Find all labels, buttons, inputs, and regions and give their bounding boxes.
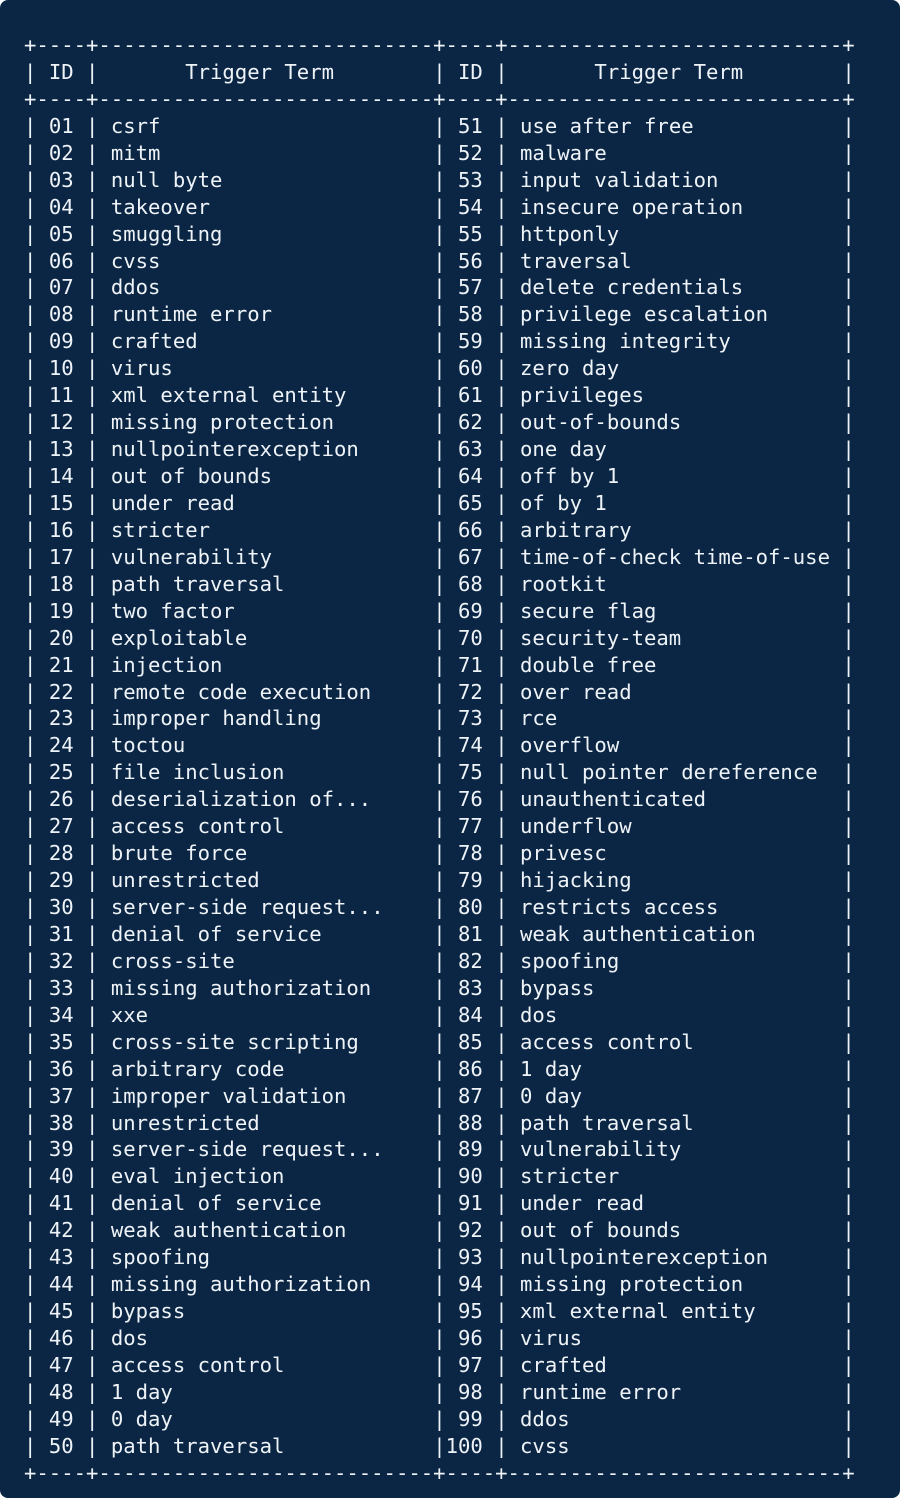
trigger-term: vulnerability <box>110 544 273 569</box>
trigger-term: ddos <box>110 275 161 300</box>
row-id: 31 <box>48 921 74 946</box>
table-row: | 13 | nullpointerexception | 63 | one day | <box>24 437 855 462</box>
table-row: | 17 | vulnerability | 67 | time-of-check time-of-use | <box>24 544 855 569</box>
row-id: 71 <box>458 652 483 677</box>
row-id: 05 <box>48 221 74 246</box>
table-row: | 44 | missing authorization | 94 | missing protection | <box>24 1272 855 1297</box>
row-id: 97 <box>458 1352 483 1377</box>
trigger-term-table <box>24 32 855 1487</box>
row-id: 15 <box>48 490 74 515</box>
trigger-term: insecure operation <box>520 194 744 219</box>
row-id: 88 <box>458 1110 483 1135</box>
table-row: | 05 | smuggling | 55 | httponly | <box>24 221 855 246</box>
trigger-term: denial of service <box>110 1191 322 1216</box>
trigger-term: missing protection <box>520 1272 744 1297</box>
trigger-term: file inclusion <box>110 760 285 785</box>
trigger-term: off by 1 <box>520 464 620 488</box>
column-header-term-2: Trigger Term <box>594 59 744 84</box>
table-row: | 08 | runtime error | 58 | privilege escalation | <box>24 302 855 327</box>
trigger-term: rce <box>520 706 558 731</box>
row-id: 35 <box>48 1029 74 1054</box>
row-id: 93 <box>458 1245 483 1270</box>
row-id: 30 <box>48 895 74 919</box>
trigger-term: restricts access <box>520 895 719 919</box>
trigger-term: xml external entity <box>110 383 347 408</box>
row-id: 39 <box>48 1137 74 1162</box>
trigger-term: httponly <box>520 221 620 246</box>
trigger-term: access control <box>110 814 285 839</box>
row-id: 48 <box>48 1379 74 1404</box>
row-id: 82 <box>458 948 483 973</box>
table-row: | 37 | improper validation | 87 | 0 day | <box>24 1083 855 1108</box>
row-id: 54 <box>458 194 483 219</box>
trigger-term: arbitrary <box>520 517 632 542</box>
row-id: 44 <box>48 1272 74 1297</box>
trigger-term: rootkit <box>520 571 607 596</box>
row-id: 43 <box>48 1245 74 1270</box>
row-id: 06 <box>48 248 74 273</box>
trigger-term: zero day <box>520 356 620 381</box>
row-id: 02 <box>48 140 74 165</box>
row-id: 89 <box>458 1137 483 1162</box>
trigger-term: injection <box>110 652 223 677</box>
row-id: 94 <box>458 1272 483 1297</box>
table-row: | 27 | access control | 77 | underflow | <box>24 814 855 839</box>
row-id: 41 <box>48 1191 74 1216</box>
table-row: | 32 | cross-site | 82 | spoofing | <box>24 948 855 973</box>
row-id: 57 <box>458 275 483 300</box>
row-id: 47 <box>48 1352 74 1377</box>
row-id: 18 <box>48 571 74 596</box>
trigger-term: nullpointerexception <box>520 1245 769 1270</box>
row-id: 98 <box>458 1379 483 1404</box>
row-id: 59 <box>458 329 483 354</box>
trigger-term: 1 day <box>520 1056 583 1081</box>
trigger-term: vulnerability <box>520 1137 682 1162</box>
row-id: 72 <box>458 679 483 704</box>
row-id: 46 <box>48 1326 74 1350</box>
table-row: | 31 | denial of service | 81 | weak authentication | <box>24 921 855 946</box>
trigger-term: server-side request... <box>110 895 384 919</box>
trigger-term: unrestricted <box>110 1110 260 1135</box>
table-row: | 48 | 1 day | 98 | runtime error | <box>24 1379 855 1404</box>
row-id: 36 <box>48 1056 74 1081</box>
row-id: 66 <box>458 517 483 542</box>
row-id: 78 <box>458 841 483 866</box>
row-id: 08 <box>48 302 74 327</box>
row-id: 84 <box>458 1002 483 1027</box>
row-id: 12 <box>48 410 74 435</box>
row-id: 29 <box>48 868 74 893</box>
row-id: 32 <box>48 948 74 973</box>
row-id: 17 <box>48 544 74 569</box>
row-id: 76 <box>458 787 483 812</box>
row-id: 13 <box>48 437 74 462</box>
trigger-term: path traversal <box>110 1433 285 1458</box>
row-id: 51 <box>458 113 483 138</box>
trigger-term: brute force <box>110 841 248 866</box>
trigger-term: bypass <box>520 975 595 1000</box>
trigger-term: virus <box>110 356 173 381</box>
row-id: 67 <box>458 544 483 569</box>
row-id: 37 <box>48 1083 74 1108</box>
trigger-term: of by 1 <box>520 490 607 515</box>
row-id: 53 <box>458 167 483 192</box>
table-row: | 18 | path traversal | 68 | rootkit | <box>24 571 855 596</box>
table-row: | 11 | xml external entity | 61 | privileges | <box>24 383 855 408</box>
row-id: 87 <box>458 1083 483 1108</box>
row-id: 16 <box>48 517 74 542</box>
row-id: 01 <box>48 113 74 138</box>
row-id: 77 <box>458 814 483 839</box>
trigger-term: secure flag <box>520 598 657 623</box>
row-id: 09 <box>48 329 74 354</box>
row-id: 25 <box>48 760 74 785</box>
table-row: | 15 | under read | 65 | of by 1 | <box>24 490 855 515</box>
row-id: 85 <box>458 1029 483 1054</box>
trigger-term: null pointer dereference <box>520 760 818 785</box>
table-row: | 26 | deserialization of... | 76 | unauthenticated | <box>24 787 855 812</box>
trigger-term: improper handling <box>110 706 322 731</box>
row-id: 21 <box>48 652 74 677</box>
table-row: | 42 | weak authentication | 92 | out of bounds | <box>24 1218 855 1243</box>
trigger-term: arbitrary code <box>110 1056 285 1081</box>
trigger-term: exploitable <box>110 625 248 650</box>
trigger-term: input validation <box>520 167 719 192</box>
trigger-term: crafted <box>110 329 198 354</box>
table-row: | 16 | stricter | 66 | arbitrary | <box>24 517 855 542</box>
row-id: 70 <box>458 625 483 650</box>
table-row: | 04 | takeover | 54 | insecure operation | <box>24 194 855 219</box>
table-row: | 02 | mitm | 52 | malware | <box>24 140 855 165</box>
row-id: 65 <box>458 490 483 515</box>
trigger-term: spoofing <box>110 1245 211 1270</box>
table-row: | 45 | bypass | 95 | xml external entity | <box>24 1299 855 1324</box>
table-row: | 33 | missing authorization | 83 | bypass | <box>24 975 855 1000</box>
trigger-term: out of bounds <box>520 1218 682 1243</box>
column-header-id-2: ID <box>458 59 483 84</box>
trigger-term: nullpointerexception <box>110 437 359 462</box>
trigger-term: 1 day <box>110 1379 173 1404</box>
trigger-term: privesc <box>520 841 607 866</box>
trigger-term: server-side request... <box>110 1137 384 1162</box>
trigger-term: privilege escalation <box>520 302 768 327</box>
trigger-term: runtime error <box>110 302 273 327</box>
trigger-term: two factor <box>110 598 235 623</box>
trigger-term: unrestricted <box>110 868 260 893</box>
trigger-term: over read <box>520 679 632 704</box>
row-id: 49 <box>48 1406 74 1431</box>
table-row: | 22 | remote code execution | 72 | over read | <box>24 679 855 704</box>
table-row: | 12 | missing protection | 62 | out-of-bounds | <box>24 410 855 435</box>
table-row: | 39 | server-side request... | 89 | vulnerability | <box>24 1137 855 1162</box>
trigger-term: ddos <box>520 1406 570 1431</box>
table-row: | 50 | path traversal |100 | cvss | <box>24 1433 855 1458</box>
trigger-term: path traversal <box>110 571 285 596</box>
trigger-term: denial of service <box>110 921 322 946</box>
trigger-term: cross-site <box>110 948 235 973</box>
row-id: 14 <box>48 464 74 488</box>
row-id: 11 <box>48 383 74 408</box>
row-id: 75 <box>458 760 483 785</box>
trigger-term: underflow <box>520 814 632 839</box>
row-id: 24 <box>48 733 74 758</box>
table-header-border: +----+---------------------------+----+---------------------------+ <box>24 86 855 111</box>
trigger-term: path traversal <box>520 1110 694 1135</box>
trigger-term: out of bounds <box>110 464 273 488</box>
trigger-term: cvss <box>110 248 161 273</box>
row-id: 22 <box>48 679 74 704</box>
trigger-term: hijacking <box>520 868 632 893</box>
trigger-term: under read <box>110 490 235 515</box>
table-bottom-border: +----+---------------------------+----+---------------------------+ <box>24 1460 855 1485</box>
trigger-term: malware <box>520 140 607 165</box>
trigger-term: security-team <box>520 625 682 650</box>
table-row: | 21 | injection | 71 | double free | <box>24 652 855 677</box>
row-id: 58 <box>458 302 483 327</box>
trigger-term: traversal <box>520 248 632 273</box>
table-row: | 46 | dos | 96 | virus | <box>24 1326 855 1350</box>
trigger-term: dos <box>110 1326 149 1350</box>
row-id: 99 <box>458 1406 483 1431</box>
row-id: 61 <box>458 383 483 408</box>
row-id: 95 <box>458 1299 483 1324</box>
table-row: | 35 | cross-site scripting | 85 | access control | <box>24 1029 855 1054</box>
trigger-term: time-of-check time-of-use <box>520 544 830 569</box>
table-row: | 19 | two factor | 69 | secure flag | <box>24 598 855 623</box>
column-header-term: Trigger Term <box>185 59 335 84</box>
row-id: 63 <box>458 437 483 462</box>
trigger-term: virus <box>520 1326 583 1350</box>
table-header-row: | ID | Trigger Term | ID | Trigger Term | <box>24 59 855 84</box>
trigger-term: under read <box>520 1191 645 1216</box>
row-id: 79 <box>458 868 483 893</box>
table-row: | 23 | improper handling | 73 | rce | <box>24 706 855 731</box>
row-id: 90 <box>458 1164 483 1189</box>
table-row: | 41 | denial of service | 91 | under read | <box>24 1191 855 1216</box>
trigger-term: spoofing <box>520 948 620 973</box>
row-id: 28 <box>48 841 74 866</box>
column-header-id: ID <box>48 59 74 84</box>
table-row: | 28 | brute force | 78 | privesc | <box>24 841 855 866</box>
trigger-term: out-of-bounds <box>520 410 682 435</box>
table-row: | 01 | csrf | 51 | use after free | <box>24 113 855 138</box>
row-id: 62 <box>458 410 483 435</box>
row-id: 55 <box>458 221 483 246</box>
trigger-term: cross-site scripting <box>110 1029 359 1054</box>
trigger-term: improper validation <box>110 1083 347 1108</box>
table-row: | 40 | eval injection | 90 | stricter | <box>24 1164 855 1189</box>
trigger-term: bypass <box>110 1299 186 1324</box>
row-id: 20 <box>48 625 74 650</box>
table-row: | 09 | crafted | 59 | missing integrity | <box>24 329 855 354</box>
trigger-term: missing authorization <box>110 975 372 1000</box>
trigger-term: stricter <box>110 517 211 542</box>
trigger-term: crafted <box>520 1352 607 1377</box>
trigger-term: takeover <box>110 194 211 219</box>
trigger-term: smuggling <box>110 221 223 246</box>
table-row: | 30 | server-side request... | 80 | restricts access | <box>24 895 855 919</box>
row-id: 100 <box>445 1433 483 1458</box>
table-row: | 03 | null byte | 53 | input validation | <box>24 167 855 192</box>
trigger-term: null byte <box>110 167 223 192</box>
trigger-term: dos <box>520 1002 558 1027</box>
row-id: 64 <box>458 464 483 488</box>
table-row: | 38 | unrestricted | 88 | path traversal | <box>24 1110 855 1135</box>
row-id: 42 <box>48 1218 74 1243</box>
row-id: 27 <box>48 814 74 839</box>
row-id: 73 <box>458 706 483 731</box>
trigger-term: missing integrity <box>520 329 731 354</box>
row-id: 19 <box>48 598 74 623</box>
row-id: 74 <box>458 733 483 758</box>
table-row: | 29 | unrestricted | 79 | hijacking | <box>24 868 855 893</box>
table-row: | 49 | 0 day | 99 | ddos | <box>24 1406 855 1431</box>
row-id: 83 <box>458 975 483 1000</box>
row-id: 07 <box>48 275 74 300</box>
row-id: 92 <box>458 1218 483 1243</box>
trigger-term: unauthenticated <box>520 787 706 812</box>
table-row: | 14 | out of bounds | 64 | off by 1 | <box>24 464 855 488</box>
trigger-term: remote code execution <box>110 679 372 704</box>
row-id: 34 <box>48 1002 74 1027</box>
trigger-term: access control <box>110 1352 285 1377</box>
trigger-term: cvss <box>520 1433 570 1458</box>
row-id: 38 <box>48 1110 74 1135</box>
trigger-term: csrf <box>110 113 161 138</box>
table-row: | 34 | xxe | 84 | dos | <box>24 1002 855 1027</box>
row-id: 96 <box>458 1326 483 1350</box>
trigger-term: missing authorization <box>110 1272 372 1297</box>
table-row: | 06 | cvss | 56 | traversal | <box>24 248 855 273</box>
row-id: 04 <box>48 194 74 219</box>
row-id: 91 <box>458 1191 483 1216</box>
table-row: | 20 | exploitable | 70 | security-team | <box>24 625 855 650</box>
trigger-term: privileges <box>520 383 645 408</box>
row-id: 60 <box>458 356 483 381</box>
trigger-term: double free <box>520 652 657 677</box>
row-id: 23 <box>48 706 74 731</box>
trigger-term: access control <box>520 1029 694 1054</box>
row-id: 03 <box>48 167 74 192</box>
row-id: 80 <box>458 895 483 919</box>
table-row: | 43 | spoofing | 93 | nullpointerexception | <box>24 1245 855 1270</box>
table-row: | 47 | access control | 97 | crafted | <box>24 1352 855 1377</box>
table-row: | 36 | arbitrary code | 86 | 1 day | <box>24 1056 855 1081</box>
table-row: | 25 | file inclusion | 75 | null pointer dereference | <box>24 760 855 785</box>
table-row: | 10 | virus | 60 | zero day | <box>24 356 855 381</box>
row-id: 33 <box>48 975 74 1000</box>
trigger-term: 0 day <box>520 1083 583 1108</box>
row-id: 81 <box>458 921 483 946</box>
trigger-term: eval injection <box>110 1164 285 1189</box>
row-id: 86 <box>458 1056 483 1081</box>
trigger-term: delete credentials <box>520 275 744 300</box>
row-id: 52 <box>458 140 483 165</box>
table-row: | 24 | toctou | 74 | overflow | <box>24 733 855 758</box>
row-id: 69 <box>458 598 483 623</box>
table-top-border: +----+---------------------------+----+---------------------------+ <box>24 33 855 57</box>
trigger-term: one day <box>520 437 607 462</box>
trigger-term: xxe <box>110 1002 149 1027</box>
row-id: 26 <box>48 787 74 812</box>
trigger-term: 0 day <box>110 1406 173 1431</box>
trigger-term: weak authentication <box>520 921 756 946</box>
trigger-term: use after free <box>520 113 694 138</box>
row-id: 10 <box>48 356 74 381</box>
trigger-term: overflow <box>520 733 620 758</box>
table-row: | 07 | ddos | 57 | delete credentials | <box>24 275 855 300</box>
trigger-term: runtime error <box>520 1379 682 1404</box>
row-id: 56 <box>458 248 483 273</box>
trigger-term: mitm <box>110 140 161 165</box>
trigger-term: stricter <box>520 1164 620 1189</box>
row-id: 45 <box>48 1299 74 1324</box>
trigger-term: toctou <box>110 733 186 758</box>
row-id: 40 <box>48 1164 74 1189</box>
trigger-term: deserialization of... <box>110 787 372 812</box>
trigger-term: xml external entity <box>520 1299 756 1324</box>
row-id: 68 <box>458 571 483 596</box>
row-id: 50 <box>48 1433 74 1458</box>
trigger-term: missing protection <box>110 410 335 435</box>
trigger-term: weak authentication <box>110 1218 347 1243</box>
